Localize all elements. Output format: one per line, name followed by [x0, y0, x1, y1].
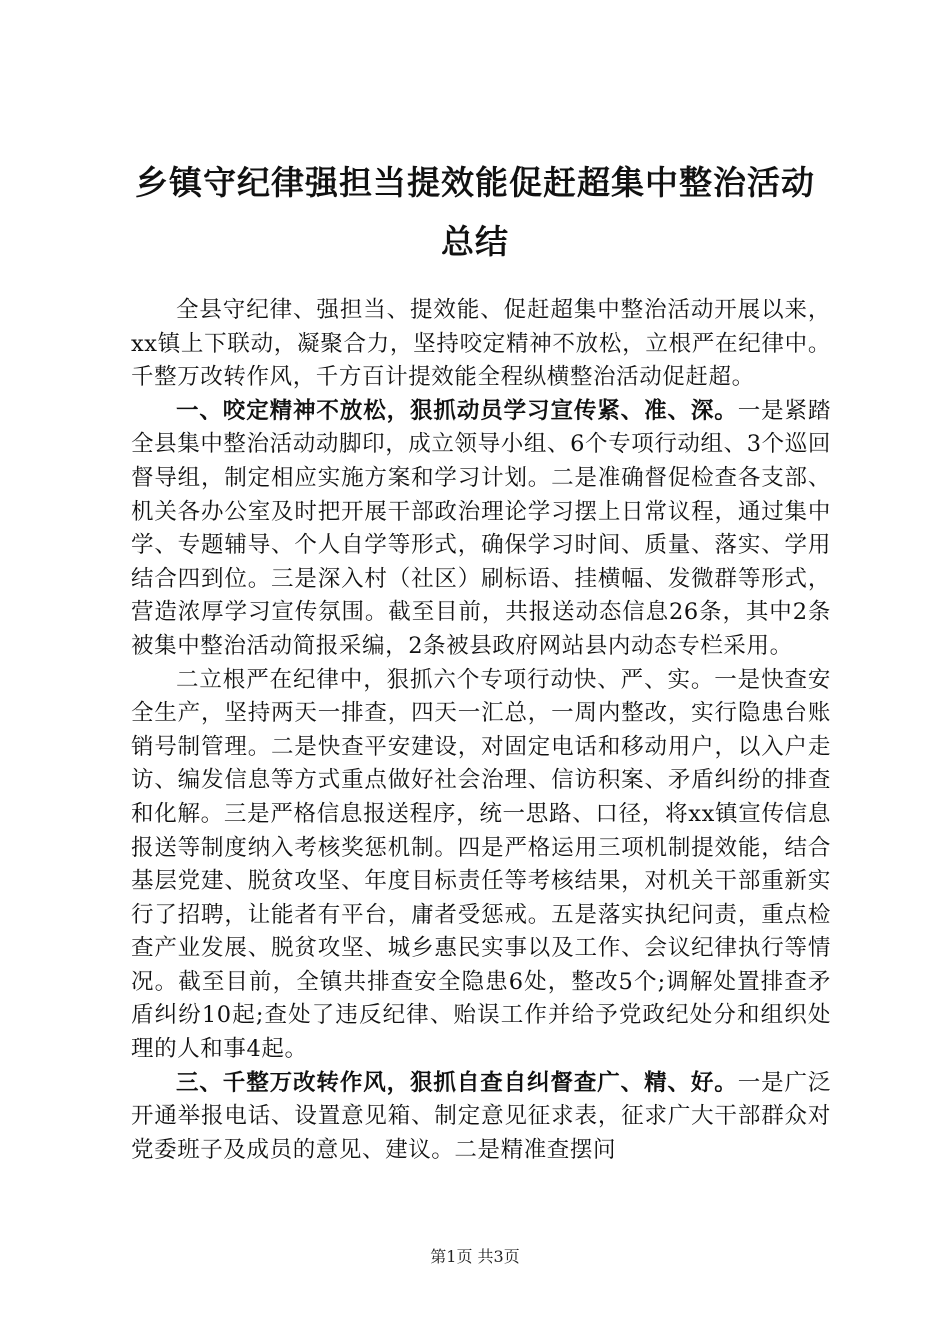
page-footer: 第1页 共3页: [430, 1247, 520, 1266]
paragraph-text: 二立根严在纪律中，狠抓六个专项行动快、严、实。一是快查安全生产，坚持两天一排查，四天一汇总，一周内整改，实行隐患台账销号制管理。二是快查平安建设，对固定电话和移动用户，以入户走访、编发信息等方式重点做好社会治理、信访积案、矛盾纠纷的排查和化解。三是严格信息报送程序，统一思路、口径，将xx镇宣传信息报送等制度纳入考核奖惩机制。四是严格运用三项机制提效能，结合基层党建、脱贫攻坚、年度目标责任等考核结果，对机关干部重新实行了招聘，让能者有平台，庸者受惩戒。五是落实执纪问责，重点检查产业发展、脱贫攻坚、城乡惠民实事以及工作、会议纪律执行等情况。截至目前，全镇共排查安全隐患6处，整改5个;调解处置排查矛盾纠纷10起;查处了违反纪律、贻误工作并给予党政纪处分和组织处理的人和事4起。: [131, 666, 831, 1063]
paragraph-section-2: [131, 664, 831, 1067]
paragraph-intro: [131, 294, 831, 395]
document-body: [131, 294, 831, 1167]
document-title-line-2: 总结: [441, 222, 509, 261]
document-title-line-1: 乡镇守纪律强担当提效能促赶超集中整治活动: [135, 163, 815, 202]
paragraph-section-1: [131, 395, 831, 664]
section-heading: 一、咬定精神不放松，狠抓动员学习宣传紧、准、深。: [176, 397, 738, 424]
section-heading: 三、千整万改转作风，狠抓自查自纠督查广、精、好。: [176, 1069, 738, 1096]
paragraph-section-3: [131, 1067, 831, 1168]
paragraph-text: 一是广泛开通举报电话、设置意见箱、制定意见征求表，征求广大干部群众对党委班子及成员的意见、建议。二是精准查摆问: [131, 1069, 831, 1163]
paragraph-text: 全县守纪律、强担当、提效能、促赶超集中整治活动开展以来，xx镇上下联动，凝聚合力，坚持咬定精神不放松，立根严在纪律中。千整万改转作风，千方百计提效能全程纵横整治活动促赶超。: [131, 297, 831, 391]
paragraph-text: 一是紧踏全县集中整治活动动脚印，成立领导小组、6个专项行动组、3个巡回督导组，制定相应实施方案和学习计划。二是准确督促检查各支部、机关各办公室及时把开展干部政治理论学习摆上日常议程，通过集中学、专题辅导、个人自学等形式，确保学习时间、质量、落实、学用结合四到位。三是深入村（社区）刷标语、挂横幅、发微群等形式，营造浓厚学习宣传氛围。截至目前，共报送动态信息26条，其中2条被集中整治活动简报采编，2条被县政府网站县内动态专栏采用。: [131, 397, 831, 659]
